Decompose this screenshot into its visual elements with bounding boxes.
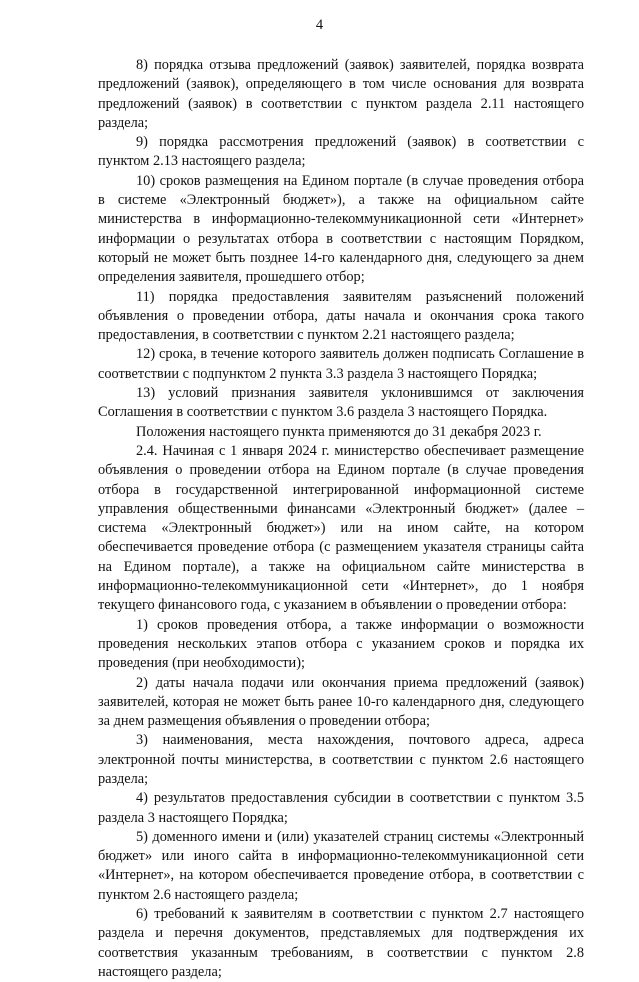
paragraph-subitem-3: 3) наименования, места нахождения, почтового адреса, адреса электронной почты министерства, в соответствии с пунктом 2.6 настоящего раздела;: [98, 732, 584, 787]
document-body: [98, 56, 584, 982]
paragraph-item-10: 10) сроков размещения на Едином портале (в случае проведения отбора в системе «Электронный бюджет»), а также на официальном сайте министерства в информационно-телекоммуникационной сети «Интернет» информации о результатах отбора в соответствии с настоящим Порядком, который не может быть позднее 14-го календарного дня, следующего за днем определения заявителя, прошедшего отбор;: [98, 172, 584, 286]
paragraph-subitem-4: 4) результатов предоставления субсидии в соответствии с пунктом 3.5 раздела 3 настоящего Порядка;: [98, 790, 584, 826]
paragraph-item-12: 12) срока, в течение которого заявитель должен подписать Соглашение в соответствии с подпунктом 2 пункта 3.3 раздела 3 настоящего Порядка;: [98, 346, 584, 382]
page-number: 4: [315, 17, 324, 33]
paragraph-item-9: 9) порядка рассмотрения предложений (заявок) в соответствии с пунктом 2.13 настоящего раздела;: [98, 134, 584, 170]
paragraph-item-8: 8) порядка отзыва предложений (заявок) заявителей, порядка возврата предложений (заявок), определяющего в том числе основания для возврата предложений (заявок) в соответствии с пунктом раздела 2.11 настоящего раздела;: [98, 57, 584, 131]
paragraph-subitem-2: 2) даты начала подачи или окончания приема предложений (заявок) заявителей, которая не может быть ранее 10-го календарного дня, следующего за днем размещения объявления о проведении отбора;: [98, 674, 584, 730]
paragraph-subitem-5: 5) доменного имени и (или) указателей страниц системы «Электронный бюджет» или иного сайта в информационно-телекоммуникационной сети «Интернет», на котором обеспечивается проведение отбора, в соответствии с пунктом 2.6 настоящего раздела;: [98, 828, 584, 903]
paragraph-clause-2-4: 2.4. Начиная с 1 января 2024 г. министерство обеспечивает размещение объявления о проведении отбора на Едином портале (в случае проведения отбора в государственной интегрированной информационной системе управления общественными финансами «Электронный бюджет» (далее – система «Электронный бюджет») или на ином сайте, на котором обеспечивается проведение отбора (с размещением указателя страницы сайта на Едином портале), а также на официальном сайте министерства в информационно-телекоммуникационной сети «Интернет», до 1 ноября текущего финансового года, с указанием в объявлении о проведении отбора:: [98, 442, 584, 614]
paragraph-item-11: 11) порядка предоставления заявителям разъяснений положений объявления о проведении отбора, даты начала и окончания срока такого предоставления, в соответствии с пунктом 2.21 настоящего раздела;: [98, 288, 584, 344]
paragraph-item-13: 13) условий признания заявителя уклонившимся от заключения Соглашения в соответствии с пунктом 3.6 раздела 3 настоящего Порядка.: [98, 385, 584, 421]
paragraph-applicability-note: Положения настоящего пункта применяются до 31 декабря 2023 г.: [136, 423, 542, 440]
paragraph-subitem-1: 1) сроков проведения отбора, а также информации о возможности проведения нескольких этапов отбора с указанием сроков и порядка их проведения (при необходимости);: [98, 616, 584, 672]
paragraph-subitem-6: 6) требований к заявителям в соответствии с пунктом 2.7 настоящего раздела и перечня документов, представляемых для подтверждения их соответствия указанным требованиям, в соответствии с пунктом 2.8 настоящего раздела;: [98, 906, 584, 980]
